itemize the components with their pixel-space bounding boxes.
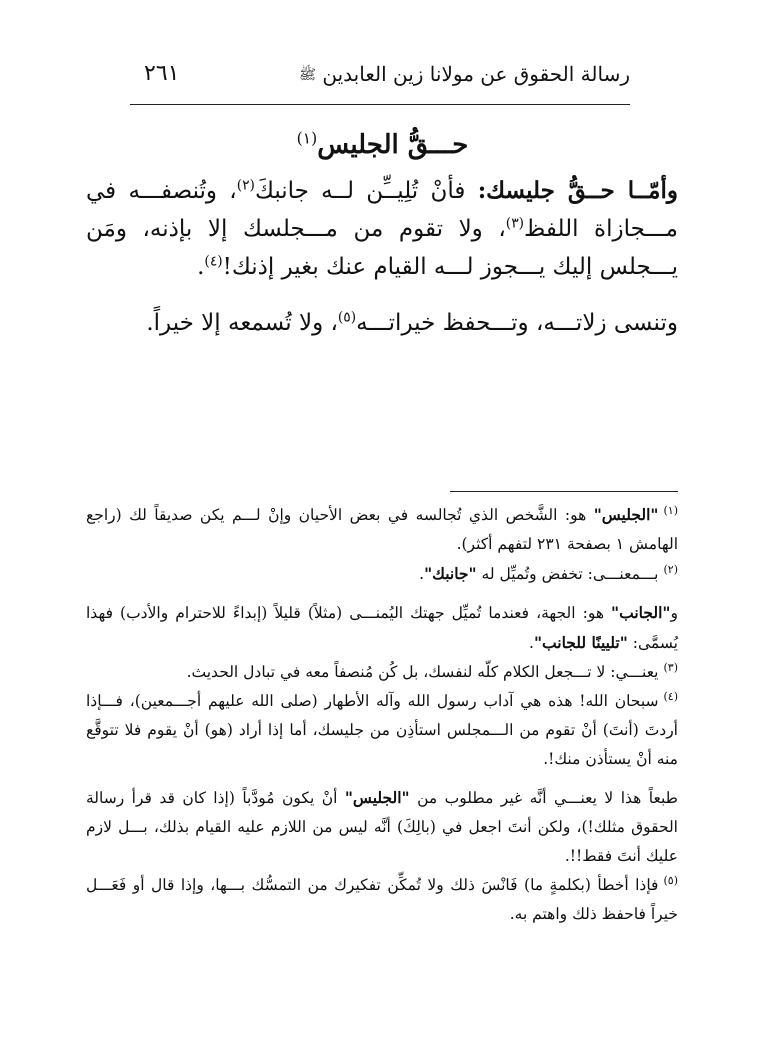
footnote-4-continued: [86, 783, 678, 871]
footnote-2-b2-term: "الجانب": [611, 603, 671, 622]
footnote-2-number: (٢): [663, 562, 678, 576]
running-title: [299, 60, 630, 89]
main-lead: وأمّــا حــقُّ جليسك:: [477, 177, 678, 204]
note-ref-4: (٤): [204, 253, 223, 270]
salutation-mark: ﷺ: [299, 67, 317, 83]
footnote-2-continued: [86, 598, 678, 658]
footnote-4-text: سبحان الله! هذه هي آداب رسول الله وآله الأطهار (صلى الله عليهم أجـــمعين)، فـــإذا أردتَ (أنتَ) أنْ تقوم من الـــمجلس استأذِن من جليسك، أما إذا أراد (هو) أنْ يقوم فلا تتوقَّع منه أنْ يستأذن منك!.: [86, 692, 678, 768]
page-header: [130, 58, 630, 92]
footnote-4-p2-b: أنْ يكون مُودَّباً (إذا كان قد قرأ رسالة الحقوق مثلك!)، ولكن أنتَ اجعل في (بالِكَ) أنَّه ليس من اللازم عليه القيام بذلك، بـــل لازم عليك أنتَ فقط!!.: [86, 789, 678, 865]
main-paragraph: [86, 172, 678, 286]
footnote-2-b2-term2: "تليينًا للجانب": [533, 633, 628, 652]
footnote-2-term: "جانبك": [424, 564, 477, 583]
footnote-2-b2-a: و: [670, 604, 678, 622]
tail-a: وتنسى زلاتـــه، وتـــحفظ خيراتـــه: [356, 310, 678, 336]
main-part3: ، ولا تقوم من مـــجلسك إلا بإذنه، ومَن يـــجلس إليك يـــجوز لـــه القيام عنك بغير إذنك!: [86, 216, 678, 280]
note-ref-3: (٣): [505, 215, 524, 232]
tail-b: ، ولا تُسمعه إلا خيراً.: [146, 310, 338, 336]
note-ref-2: (٢): [236, 177, 255, 194]
footnote-4: [86, 687, 678, 774]
footnote-3-text: يعنـــي: لا تـــجعل الكلام كلّه لنفسك، بل كُن مُنصفاً معه في تبادل الحديث.: [186, 663, 659, 681]
footnote-5-number: (٥): [663, 873, 678, 887]
main-part1: فأنْ تُلِيــِّن لــه جانبكَ: [254, 178, 478, 204]
note-ref-5: (٥): [337, 309, 357, 326]
running-title-text: رسالة الحقوق عن مولانا زين العابدين: [322, 62, 630, 86]
footnotes: [86, 500, 678, 929]
main-part2: ، وتُنصفـــه في مـــجازاة اللفظ: [86, 178, 678, 242]
footnote-2-b2-end: .: [529, 634, 534, 652]
footnote-4-number: (٤): [663, 689, 678, 703]
footnote-1: [86, 500, 678, 559]
footnote-5: [86, 871, 678, 929]
footnote-2-text-b: .: [419, 565, 425, 583]
footnote-1-text: هو: الشَّخص الذي تُجالسه في بعض الأحيان وإنْ لـــم يكن صديقاً لك (راجع الهامش ١ بصفحة ٢٣١ لتفهم أكثر).: [86, 506, 678, 553]
section-heading-note: (١): [296, 129, 318, 148]
main-paragraph-tail: [86, 304, 678, 342]
footnote-rule: [450, 491, 678, 492]
footnote-3-number: (٣): [663, 660, 678, 674]
header-rule: [130, 104, 630, 105]
footnote-5-text: فإذا أخطأ (بكلمةٍ ما) فَانْسَ ذلك ولا تُمكِّن تفكيرك من التمسُّك بـــها، وإذا قال أو فَعَـــل خيراً فاحفظ ذلك واهتم به.: [86, 876, 678, 923]
footnote-2-b2-text: هو: الجهة، فعندما تُميِّل جهتك اليُمنـــى (مثلاً) قليلاً (إبداءً للاحترام والأدب) فهذا يُسمَّى:: [86, 604, 678, 652]
footnote-1-number: (١): [663, 503, 678, 517]
footnote-4-p2-a: طبعاً هذا لا يعنـــي أنَّه غير مطلوب من: [409, 789, 678, 807]
footnote-1-term: "الجليس": [593, 505, 659, 524]
section-heading: [0, 128, 765, 162]
footnote-2-text-a: بـــمعنـــى: تخفض وتُميِّل له: [476, 565, 659, 583]
footnote-4-p2-term: "الجليس": [344, 788, 410, 807]
footnote-2: [86, 559, 678, 589]
main-part4: .: [197, 254, 205, 280]
page-number: ٢٦١: [144, 61, 180, 86]
section-heading-text: حـــقُّ الجليس: [317, 130, 469, 160]
footnote-3: [86, 658, 678, 687]
